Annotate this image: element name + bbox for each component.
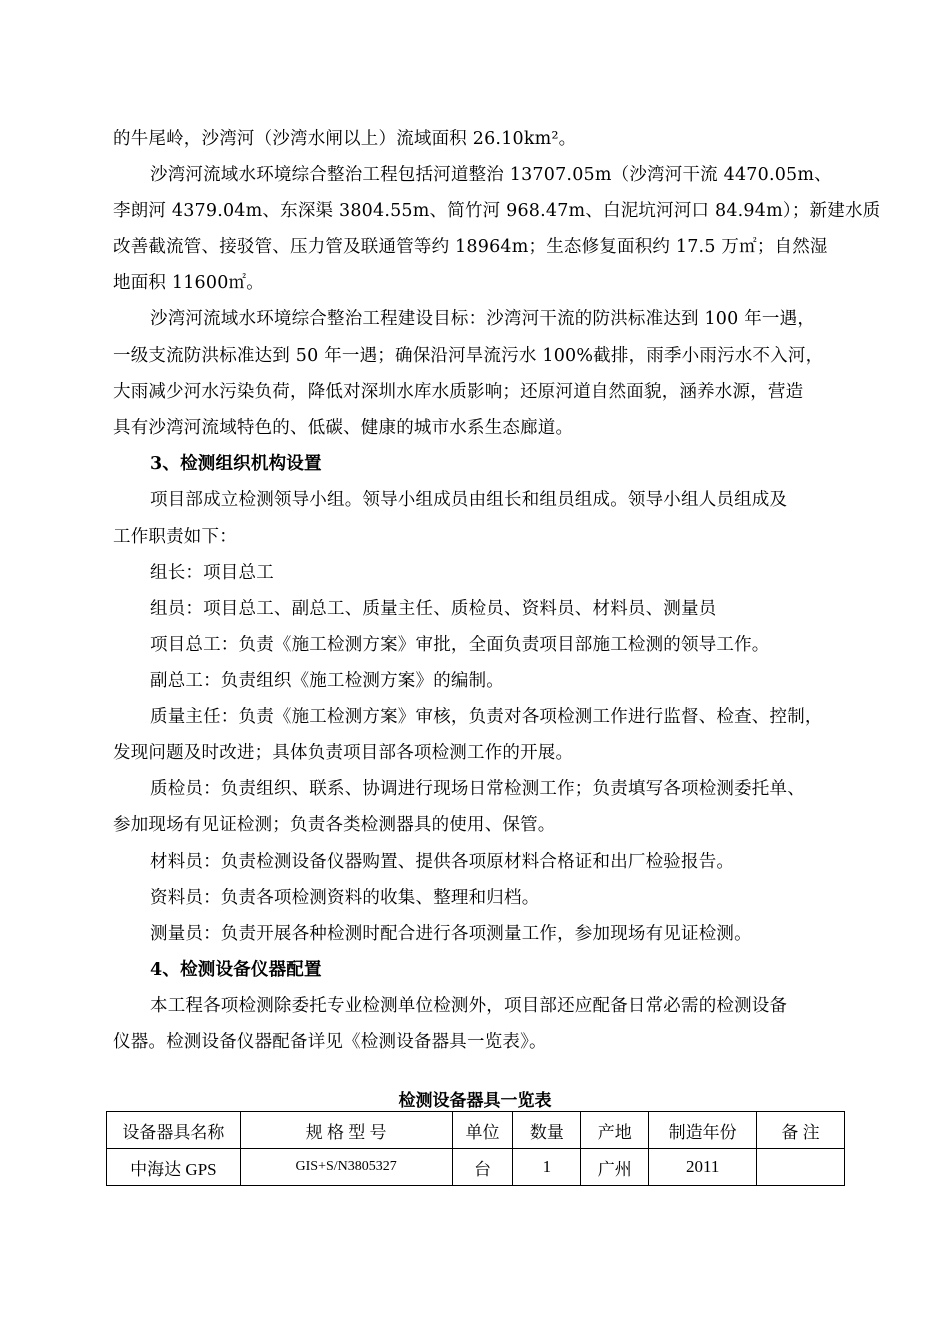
paragraph-line: 工作职责如下： bbox=[113, 527, 237, 547]
table-title: 检测设备器具一览表 bbox=[398, 1091, 552, 1111]
table-cell: 台 bbox=[452, 1149, 513, 1186]
table-cell: 广州 bbox=[581, 1149, 649, 1186]
table-cell: 1 bbox=[513, 1149, 581, 1186]
paragraph-line: 副总工：负责组织《施工检测方案》的编制。 bbox=[150, 671, 504, 691]
table-cell: 2011 bbox=[649, 1149, 757, 1186]
paragraph-line: 具有沙湾河流域特色的、低碳、健康的城市水系生态廊道。 bbox=[113, 418, 574, 438]
table-row bbox=[107, 1149, 845, 1186]
paragraph-line: 质检员：负责组织、联系、协调进行现场日常检测工作；负责填写各项检测委托单、 bbox=[150, 779, 805, 799]
header-cell: 产地 bbox=[581, 1112, 649, 1149]
paragraph-line: 一级支流防洪标准达到 50 年一遇；确保沿河旱流污水 100%截排，雨季小雨污水不入河， bbox=[113, 346, 824, 366]
paragraph-line: 测量员：负责开展各种检测时配合进行各项测量工作，参加现场有见证检测。 bbox=[150, 924, 752, 944]
paragraph-line: 沙湾河流域水环境综合整治工程建设目标：沙湾河干流的防洪标准达到 100 年一遇， bbox=[150, 309, 816, 329]
table-header-row bbox=[107, 1112, 845, 1149]
paragraph-line: 材料员：负责检测设备仪器购置、提供各项原材料合格证和出厂检验报告。 bbox=[150, 852, 735, 872]
paragraph-line: 发现问题及时改进；具体负责项目部各项检测工作的开展。 bbox=[113, 743, 574, 763]
paragraph-line: 沙湾河流域水环境综合整治工程包括河道整治 13707.05m（沙湾河干流 4470.05m、 bbox=[150, 165, 832, 185]
header-cell: 备 注 bbox=[757, 1112, 845, 1149]
header-cell: 单位 bbox=[452, 1112, 513, 1149]
section-heading: 4、检测设备仪器配置 bbox=[150, 960, 322, 980]
paragraph-line: 组长：项目总工 bbox=[150, 563, 274, 583]
header-cell: 规 格 型 号 bbox=[240, 1112, 452, 1149]
equipment-table bbox=[106, 1111, 845, 1186]
table-cell: 中海达 GPS bbox=[107, 1149, 241, 1186]
paragraph-line: 仪器。检测设备仪器配备详见《检测设备器具一览表》。 bbox=[113, 1032, 547, 1052]
paragraph-line: 项目总工：负责《施工检测方案》审批，全面负责项目部施工检测的领导工作。 bbox=[150, 635, 770, 655]
paragraph-line: 本工程各项检测除委托专业检测单位检测外，项目部还应配备日常必需的检测设备 bbox=[150, 996, 788, 1016]
header-cell: 数量 bbox=[513, 1112, 581, 1149]
paragraph-line: 组员：项目总工、副总工、质量主任、质检员、资料员、材料员、测量员 bbox=[150, 599, 717, 619]
paragraph-line: 参加现场有见证检测；负责各类检测器具的使用、保管。 bbox=[113, 815, 556, 835]
paragraph-line: 质量主任：负责《施工检测方案》审核，负责对各项检测工作进行监督、检查、控制， bbox=[150, 707, 823, 727]
paragraph-line: 改善截流管、接驳管、压力管及联通管等约 18964m；生态修复面积约 17.5 万㎡；自然湿 bbox=[113, 237, 828, 257]
table-cell bbox=[757, 1149, 845, 1186]
paragraph-line: 地面积 11600㎡。 bbox=[113, 273, 264, 293]
paragraph-line: 大雨减少河水污染负荷，降低对深圳水库水质影响；还原河道自然面貌，涵养水源，营造 bbox=[113, 382, 804, 402]
section-heading: 3、检测组织机构设置 bbox=[150, 454, 322, 474]
paragraph-line: 项目部成立检测领导小组。领导小组成员由组长和组员组成。领导小组人员组成及 bbox=[150, 490, 788, 510]
paragraph-line: 的牛尾岭，沙湾河（沙湾水闸以上）流域面积 26.10km²。 bbox=[113, 129, 577, 149]
header-cell: 制造年份 bbox=[649, 1112, 757, 1149]
header-cell: 设备器具名称 bbox=[107, 1112, 241, 1149]
table-cell: GIS+S/N3805327 bbox=[240, 1149, 452, 1186]
paragraph-line: 资料员：负责各项检测资料的收集、整理和归档。 bbox=[150, 888, 540, 908]
paragraph-line: 李朗河 4379.04m、东深渠 3804.55m、简竹河 968.47m、白泥坑河河口 84.94m）；新建水质 bbox=[113, 201, 881, 221]
